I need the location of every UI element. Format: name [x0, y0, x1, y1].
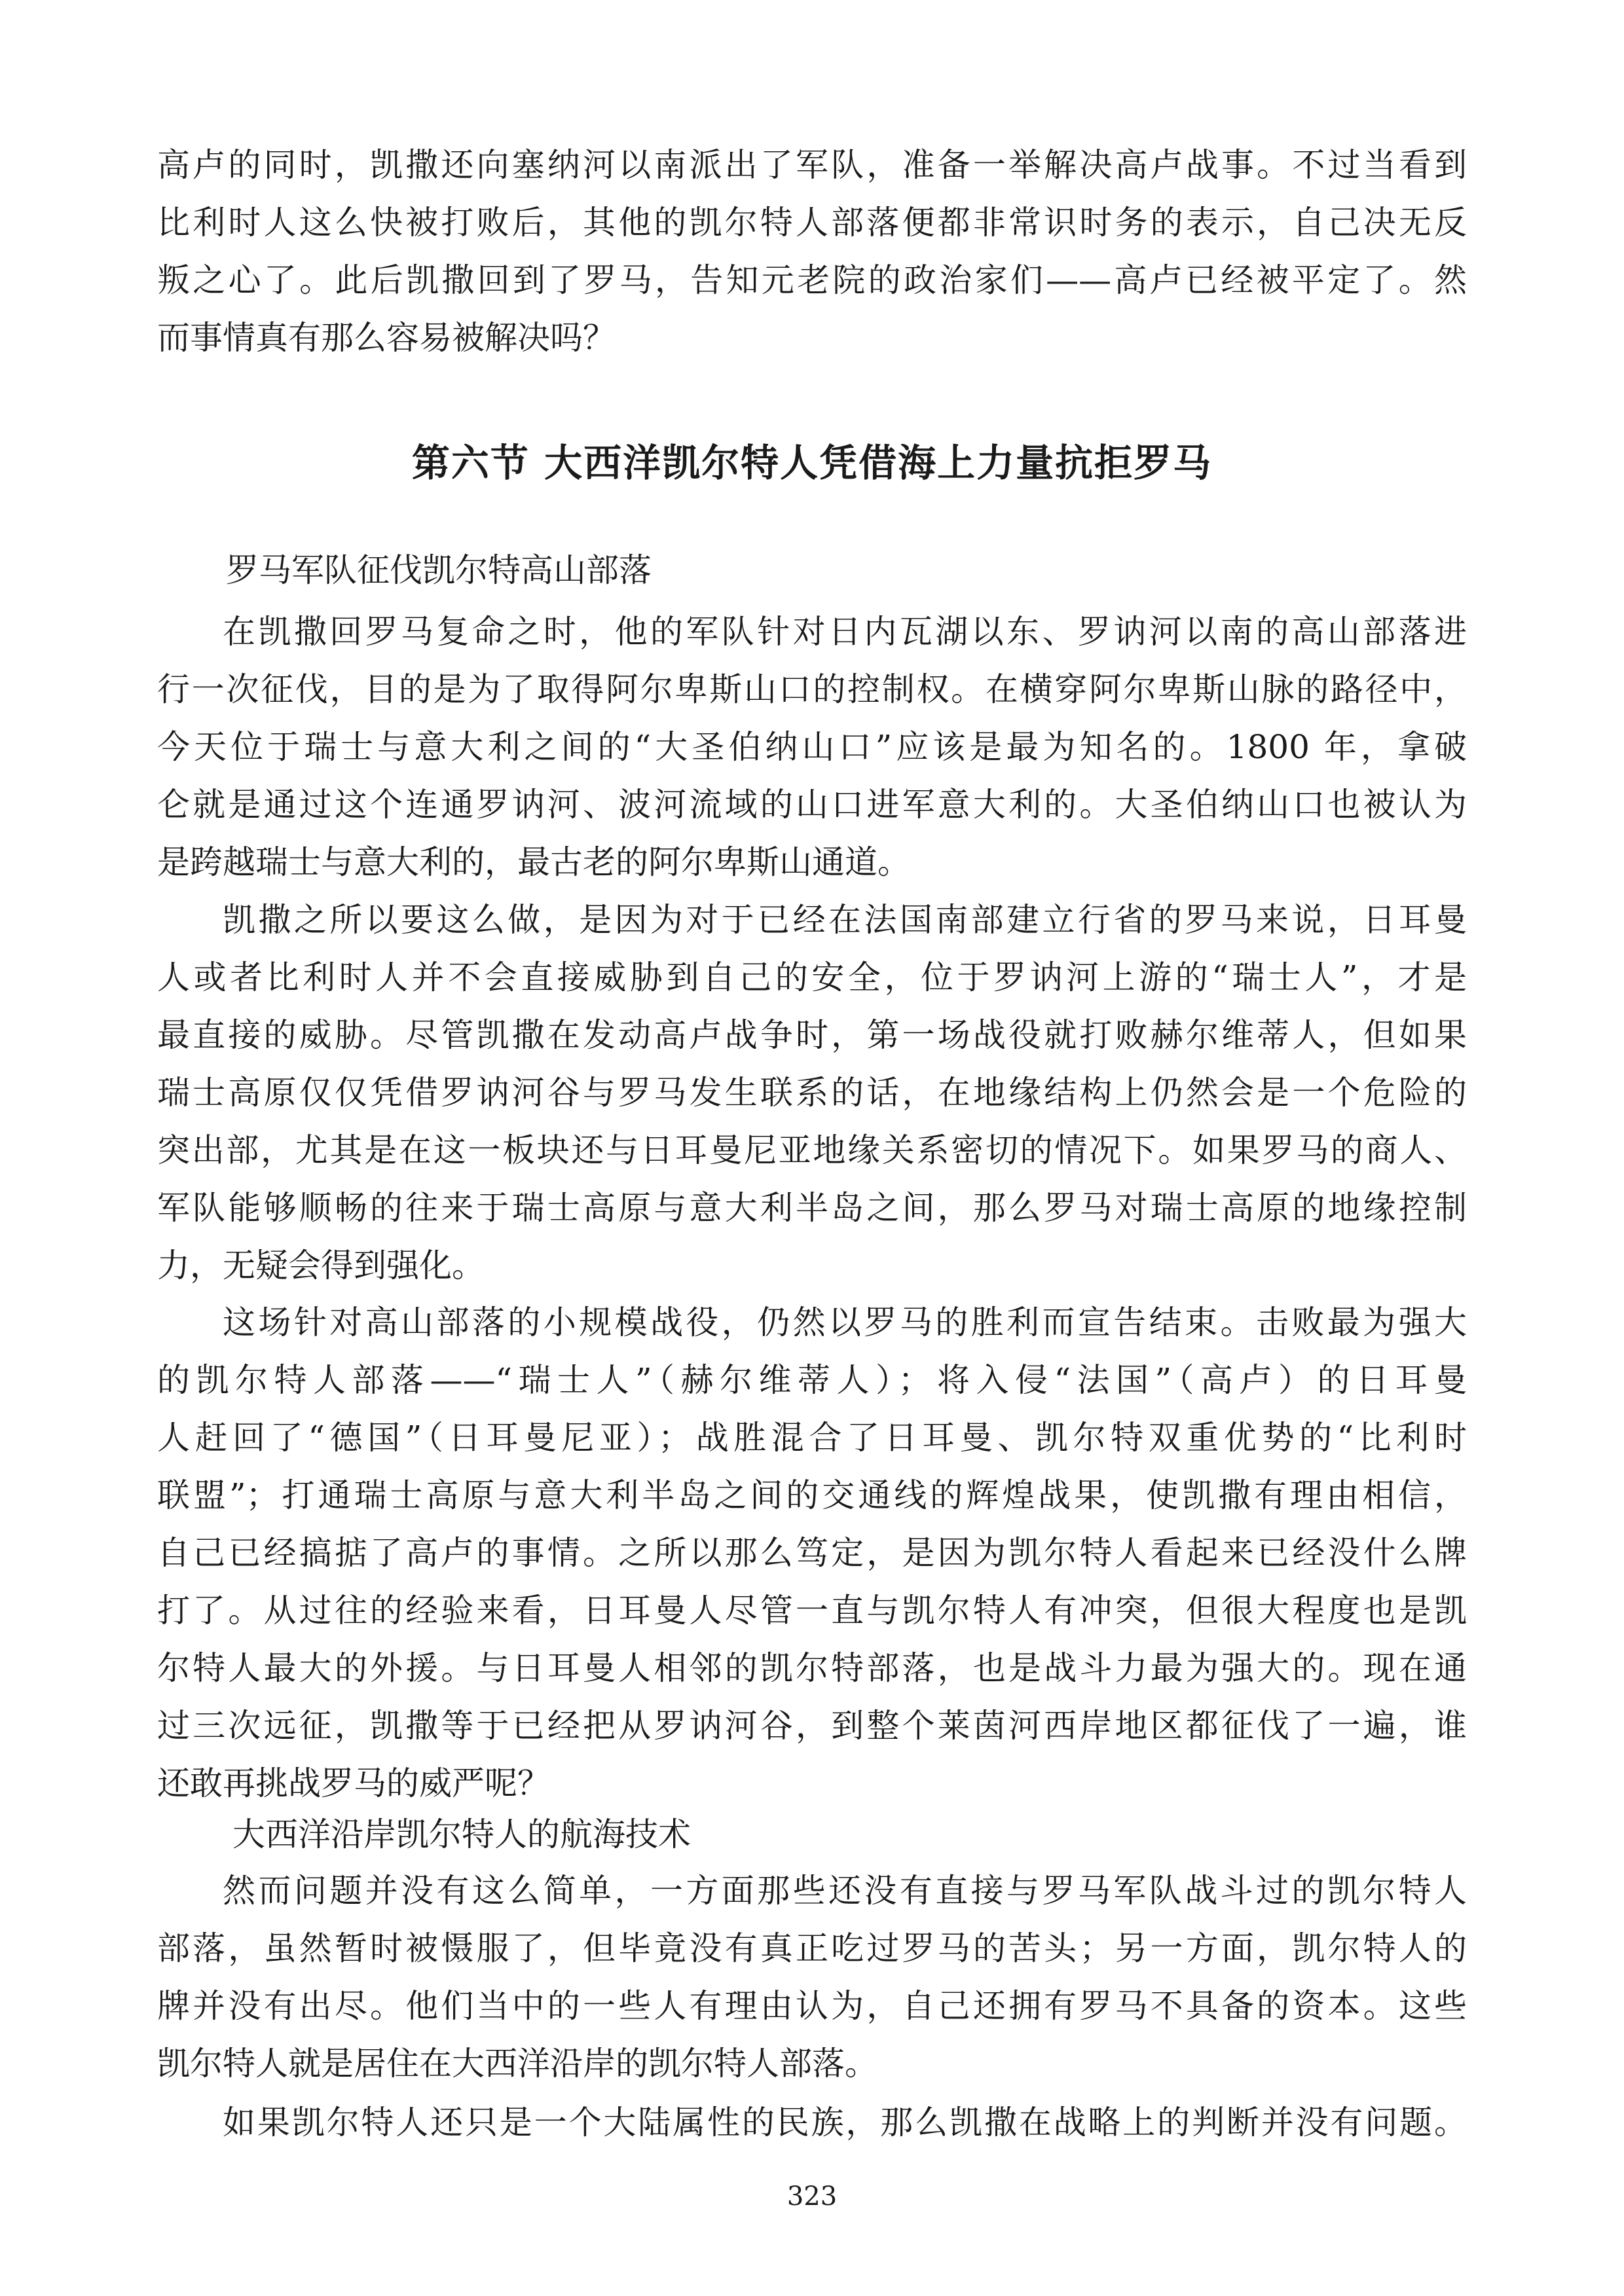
text-line: 自己已经搞掂了高卢的事情。之所以那么笃定，是因为凯尔特人看起来已经没什么牌	[157, 1534, 1467, 1572]
text-line: 如果凯尔特人还只是一个大陆属性的民族，那么凯撒在战略上的判断并没有问题。	[223, 2104, 1467, 2141]
text-line: 还敢再挑战罗马的威严呢？	[157, 1764, 550, 1802]
text-line: 的凯尔特人部落——“瑞士人”（赫尔维蒂人）；将入侵“法国”（高卢）的日耳曼	[157, 1361, 1467, 1399]
text-line: 而事情真有那么容易被解决吗？	[157, 319, 616, 357]
subheading-atlantic-navigation: 大西洋沿岸凯尔特人的航海技术	[232, 1815, 691, 1853]
section-title: 第六节 大西洋凯尔特人凭借海上力量抗拒罗马	[411, 441, 1213, 485]
text-line: 部落，虽然暂时被慑服了，但毕竟没有真正吃过罗马的苦头；另一方面，凯尔特人的	[157, 1929, 1467, 1967]
page-number: 323	[786, 2181, 838, 2212]
text-line: 牌并没有出尽。他们当中的一些人有理由认为，自己还拥有罗马不具备的资本。这些	[157, 1987, 1467, 2025]
text-line: 打了。从过往的经验来看，日耳曼人尽管一直与凯尔特人有冲突，但很大程度也是凯	[157, 1592, 1467, 1630]
text-line: 人赶回了“德国”（日耳曼尼亚）；战胜混合了日耳曼、凯尔特双重优势的“比利时	[157, 1419, 1467, 1457]
text-line: 行一次征伐，目的是为了取得阿尔卑斯山口的控制权。在横穿阿尔卑斯山脉的路径中，	[157, 670, 1467, 708]
subheading-alpine-campaign: 罗马军队征伐凯尔特高山部落	[226, 551, 652, 589]
text-line: 比利时人这么快被打败后，其他的凯尔特人部落便都非常识时务的表示，自己决无反	[157, 204, 1467, 242]
text-line: 仑就是通过这个连通罗讷河、波河流域的山口进军意大利的。大圣伯纳山口也被认为	[157, 786, 1467, 824]
text-line: 过三次远征，凯撒等于已经把从罗讷河谷，到整个莱茵河西岸地区都征伐了一遍，谁	[157, 1707, 1467, 1745]
text-line: 高卢的同时，凯撒还向塞纳河以南派出了军队，准备一举解决高卢战事。不过当看到	[157, 146, 1467, 184]
text-line: 力，无疑会得到强化。	[157, 1247, 485, 1285]
text-line: 最直接的威胁。尽管凯撒在发动高卢战争时，第一场战役就打败赫尔维蒂人，但如果	[157, 1016, 1467, 1054]
text-line: 然而问题并没有这么简单，一方面那些还没有直接与罗马军队战斗过的凯尔特人	[223, 1872, 1467, 1910]
text-line: 凯撒之所以要这么做，是因为对于已经在法国南部建立行省的罗马来说，日耳曼	[223, 901, 1467, 939]
text-line: 叛之心了。此后凯撒回到了罗马，告知元老院的政治家们——高卢已经被平定了。然	[157, 261, 1467, 299]
text-line: 这场针对高山部落的小规模战役，仍然以罗马的胜利而宣告结束。击败最为强大	[223, 1303, 1467, 1341]
text-line: 突出部，尤其是在这一板块还与日耳曼尼亚地缘关系密切的情况下。如果罗马的商人、	[157, 1131, 1467, 1169]
text-line: 尔特人最大的外援。与日耳曼人相邻的凯尔特部落，也是战斗力最为强大的。现在通	[157, 1649, 1467, 1687]
text-line: 是跨越瑞士与意大利的，最古老的阿尔卑斯山通道。	[157, 843, 910, 881]
text-line: 联盟”；打通瑞士高原与意大利半岛之间的交通线的辉煌战果，使凯撒有理由相信，	[157, 1476, 1467, 1514]
text-line: 人或者比利时人并不会直接威胁到自己的安全，位于罗讷河上游的“瑞士人”，才是	[157, 958, 1467, 996]
text-line: 军队能够顺畅的往来于瑞士高原与意大利半岛之间，那么罗马对瑞士高原的地缘控制	[157, 1189, 1467, 1227]
text-line: 瑞士高原仅仅凭借罗讷河谷与罗马发生联系的话，在地缘结构上仍然会是一个危险的	[157, 1074, 1467, 1112]
text-line: 在凯撒回罗马复命之时，他的军队针对日内瓦湖以东、罗讷河以南的高山部落进	[223, 613, 1467, 651]
text-line: 凯尔特人就是居住在大西洋沿岸的凯尔特人部落。	[157, 2045, 877, 2083]
text-line: 今天位于瑞士与意大利之间的“大圣伯纳山口”应该是最为知名的。1800 年，拿破	[157, 728, 1467, 766]
